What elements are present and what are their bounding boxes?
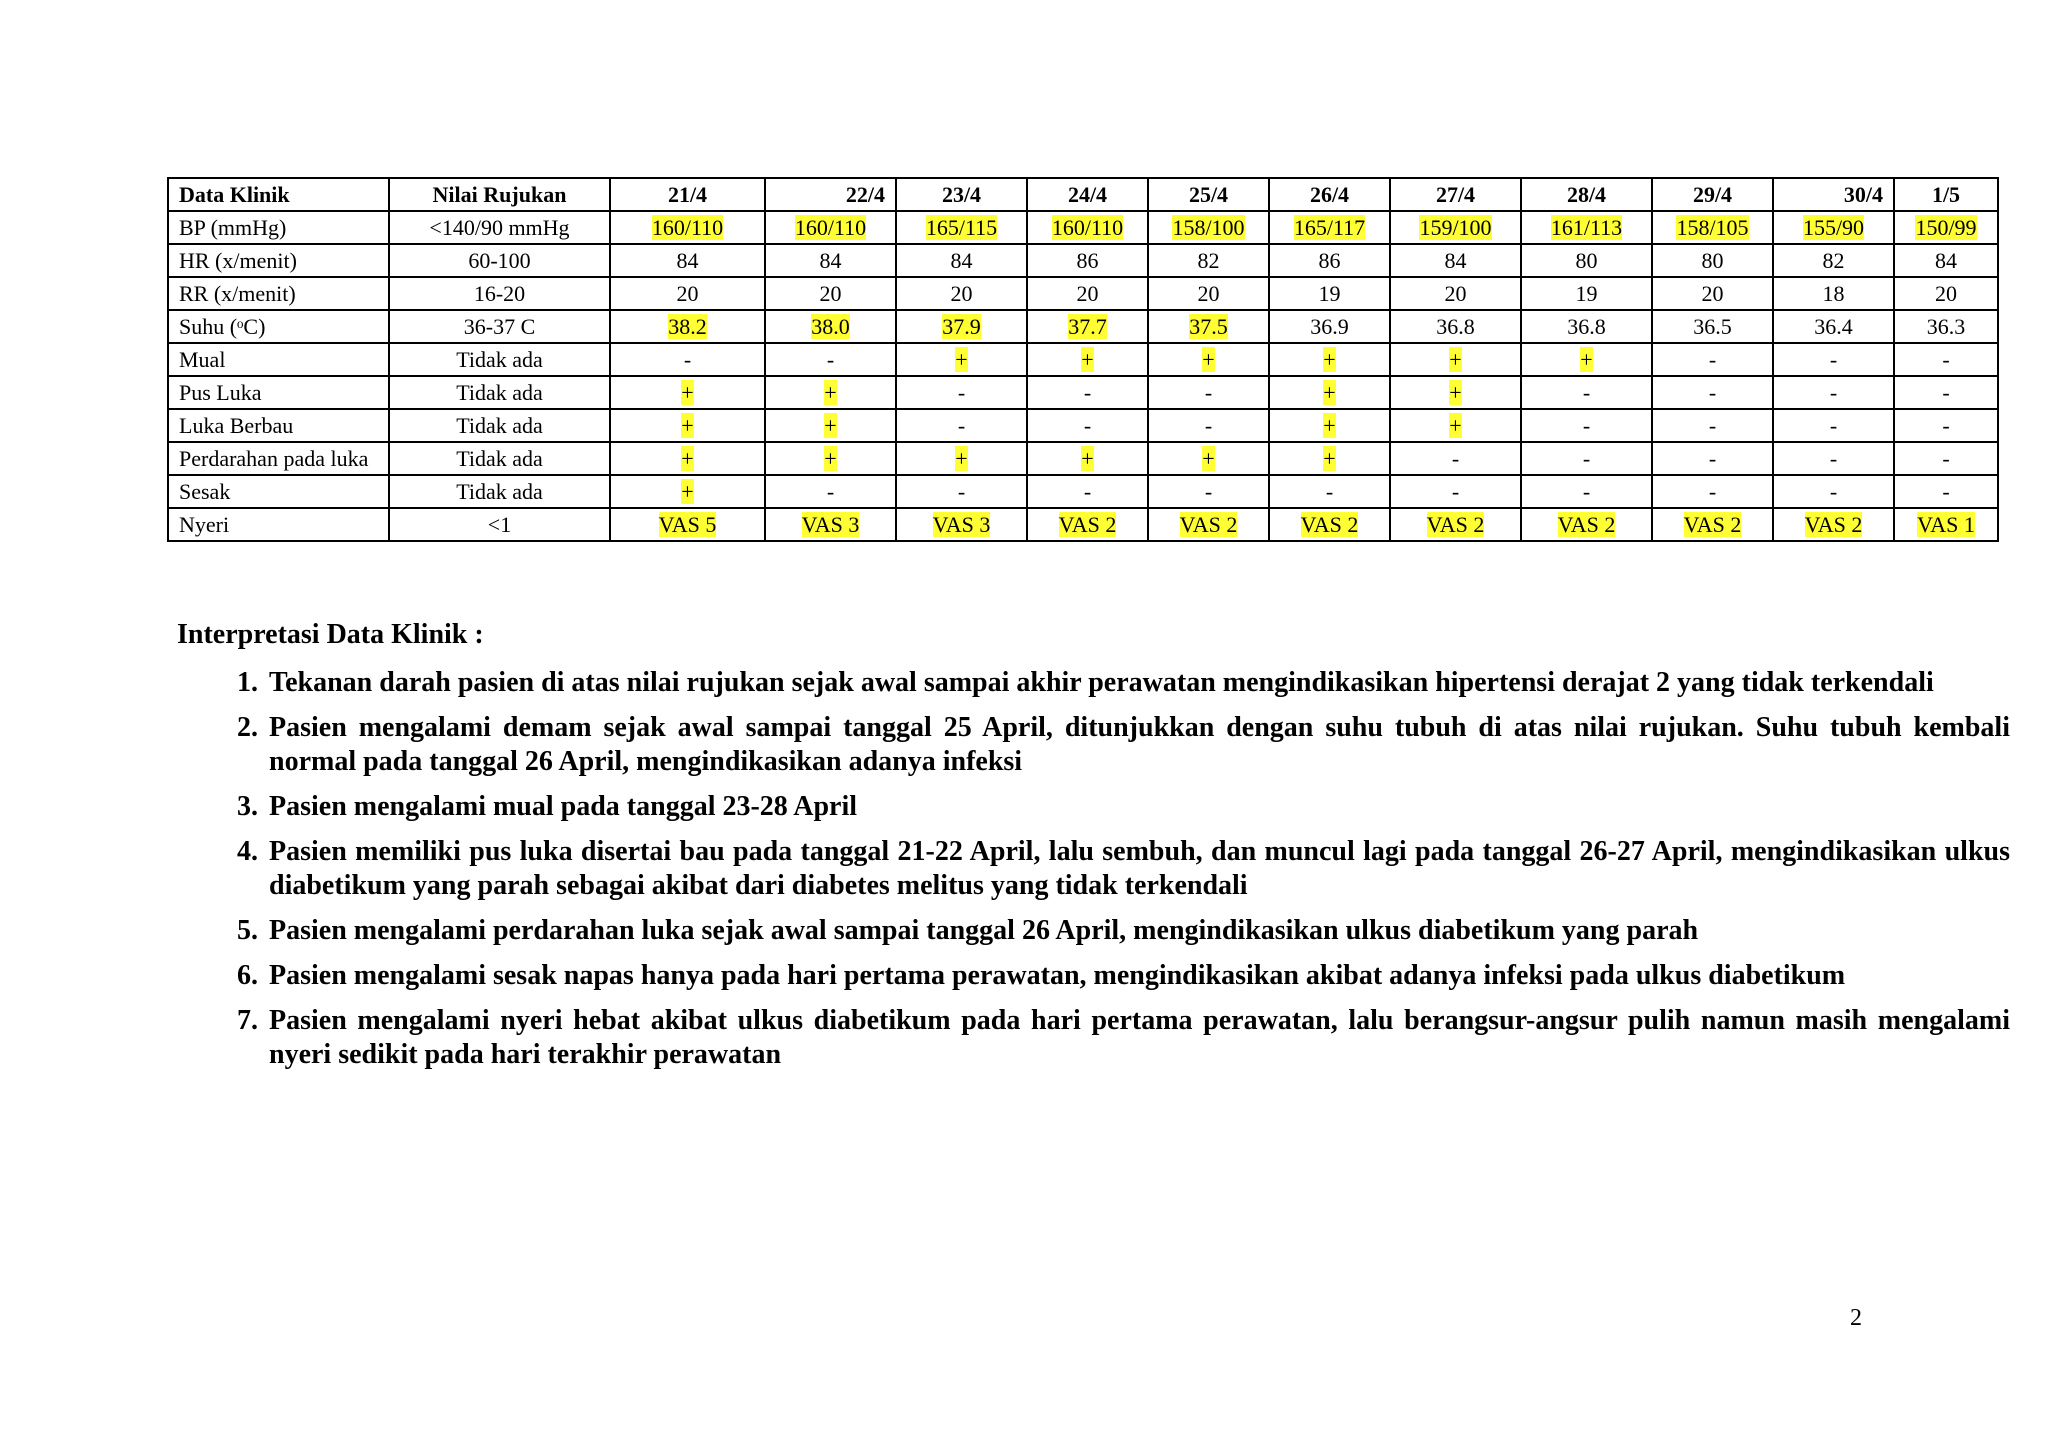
cell-value: -	[1942, 380, 1950, 405]
cell-value: 18	[1822, 281, 1845, 306]
cell-value: +	[955, 446, 968, 471]
table-row	[168, 310, 1998, 343]
table-cell	[896, 244, 1027, 277]
table-row	[168, 442, 1998, 475]
cell-value: 36.4	[1814, 314, 1853, 339]
column-header: 30/4	[1773, 178, 1894, 211]
table-cell	[1027, 376, 1148, 409]
table-cell	[1148, 244, 1269, 277]
reference-value: 36-37 C	[389, 310, 610, 343]
table-cell	[896, 277, 1027, 310]
cell-value: 20	[1076, 281, 1099, 306]
reference-value: Tidak ada	[389, 409, 610, 442]
table-cell	[1390, 277, 1521, 310]
row-label: Luka Berbau	[168, 409, 389, 442]
table-cell	[1390, 442, 1521, 475]
cell-value: 165/117	[1293, 215, 1366, 240]
table-row	[168, 475, 1998, 508]
cell-value: 86	[1318, 248, 1341, 273]
table-cell	[1390, 508, 1521, 541]
interpretation-item: 1. Tekanan darah pasien di atas nilai rujukan sejak awal sampai akhir perawatan mengindikasikan hipertensi derajat 2 yang tidak terkendali	[265, 666, 2010, 700]
table-cell	[896, 211, 1027, 244]
interpretation-list	[177, 666, 2010, 1072]
cell-value: -	[1829, 446, 1838, 471]
cell-value: +	[824, 380, 837, 405]
table-cell	[1652, 475, 1773, 508]
table-cell	[1894, 508, 1998, 541]
column-header: 1/5	[1894, 178, 1998, 211]
cell-value: +	[681, 479, 694, 504]
row-label: HR (x/menit)	[168, 244, 389, 277]
cell-value: 37.5	[1189, 314, 1228, 339]
table-cell	[1390, 211, 1521, 244]
table-cell	[1148, 475, 1269, 508]
cell-value: 37.7	[1068, 314, 1107, 339]
cell-value: +	[1202, 347, 1215, 372]
cell-value: +	[1323, 446, 1336, 471]
cell-value: VAS 2	[1804, 512, 1863, 537]
table-cell	[1269, 508, 1390, 541]
page-number: 2	[1850, 1305, 1862, 1331]
cell-value: 36.9	[1310, 314, 1349, 339]
table-header-row	[168, 178, 1998, 211]
cell-value: -	[1083, 479, 1092, 504]
cell-value: -	[826, 347, 835, 372]
table-cell	[1148, 310, 1269, 343]
table-cell	[1148, 442, 1269, 475]
row-label: Perdarahan pada luka	[168, 442, 389, 475]
cell-value: -	[1708, 380, 1717, 405]
cell-value: +	[1081, 347, 1094, 372]
cell-value: +	[1202, 446, 1215, 471]
cell-value: 36.8	[1567, 314, 1606, 339]
cell-value: 80	[1701, 248, 1724, 273]
table-cell	[1773, 409, 1894, 442]
cell-value: -	[1451, 479, 1460, 504]
cell-value: 36.8	[1436, 314, 1475, 339]
cell-value: 20	[1935, 281, 1957, 306]
cell-value: 160/110	[1051, 215, 1124, 240]
cell-value: VAS 3	[801, 512, 860, 537]
cell-value: 160/110	[794, 215, 867, 240]
cell-value: 80	[1575, 248, 1598, 273]
table-cell	[610, 442, 765, 475]
table-cell	[610, 508, 765, 541]
cell-value: +	[824, 413, 837, 438]
table-cell	[1269, 244, 1390, 277]
row-label: Mual	[168, 343, 389, 376]
reference-value: Tidak ada	[389, 442, 610, 475]
cell-value: 20	[950, 281, 973, 306]
cell-value: 38.0	[811, 314, 850, 339]
cell-value: -	[1942, 413, 1950, 438]
column-header: Data Klinik	[168, 178, 389, 211]
cell-value: 165/115	[925, 215, 998, 240]
cell-value: 84	[1444, 248, 1467, 273]
table-cell	[1894, 211, 1998, 244]
cell-value: -	[1708, 347, 1717, 372]
cell-value: -	[1582, 446, 1591, 471]
cell-value: +	[1580, 347, 1593, 372]
cell-value: +	[1449, 380, 1462, 405]
table-cell	[1652, 343, 1773, 376]
cell-value: -	[1942, 347, 1950, 372]
table-cell	[896, 442, 1027, 475]
cell-value: +	[1323, 347, 1336, 372]
table-cell	[1027, 343, 1148, 376]
table-cell	[1148, 508, 1269, 541]
cell-value: 82	[1822, 248, 1845, 273]
table-cell	[1269, 409, 1390, 442]
column-header: 29/4	[1652, 178, 1773, 211]
table-cell	[1521, 277, 1652, 310]
interpretation-item: 5. Pasien mengalami perdarahan luka sejak awal sampai tanggal 26 April, mengindikasikan ulkus diabetikum yang parah	[265, 914, 2010, 948]
table-cell	[1652, 211, 1773, 244]
interpretation-section	[177, 618, 2010, 1083]
cell-value: 158/100	[1172, 215, 1245, 240]
table-cell	[765, 343, 896, 376]
table-cell	[1027, 277, 1148, 310]
cell-value: +	[1323, 413, 1336, 438]
table-cell	[1652, 508, 1773, 541]
table-cell	[1390, 244, 1521, 277]
table-cell	[1773, 442, 1894, 475]
table-cell	[1269, 211, 1390, 244]
cell-value: -	[826, 479, 835, 504]
table-cell	[610, 244, 765, 277]
cell-value: 20	[819, 281, 842, 306]
cell-value: 20	[676, 281, 699, 306]
table-cell	[1027, 211, 1148, 244]
table-row	[168, 211, 1998, 244]
cell-value: 37.9	[942, 314, 981, 339]
table-cell	[1652, 244, 1773, 277]
table-cell	[1390, 409, 1521, 442]
cell-value: 86	[1076, 248, 1099, 273]
cell-value: VAS 2	[1058, 512, 1117, 537]
cell-value: 82	[1197, 248, 1220, 273]
table-cell	[610, 409, 765, 442]
interpretation-title: Interpretasi Data Klinik :	[177, 619, 484, 650]
table-cell	[1894, 442, 1998, 475]
table-cell	[1652, 442, 1773, 475]
table-cell	[765, 310, 896, 343]
table-cell	[1390, 343, 1521, 376]
table-cell	[896, 508, 1027, 541]
reference-value: <140/90 mmHg	[389, 211, 610, 244]
table-cell	[1894, 277, 1998, 310]
reference-value: 60-100	[389, 244, 610, 277]
column-header: 21/4	[610, 178, 765, 211]
table-cell	[610, 475, 765, 508]
cell-value: +	[824, 446, 837, 471]
table-cell	[1773, 211, 1894, 244]
row-label: BP (mmHg)	[168, 211, 389, 244]
table-cell	[1894, 343, 1998, 376]
cell-value: 36.5	[1693, 314, 1732, 339]
column-header: 23/4	[896, 178, 1027, 211]
cell-value: 159/100	[1419, 215, 1492, 240]
cell-value: +	[1449, 413, 1462, 438]
column-header: 26/4	[1269, 178, 1390, 211]
cell-value: -	[1083, 380, 1092, 405]
table-row	[168, 343, 1998, 376]
table-cell	[765, 376, 896, 409]
table-cell	[1148, 343, 1269, 376]
table-cell	[1521, 310, 1652, 343]
table-cell	[610, 343, 765, 376]
table-cell	[1652, 409, 1773, 442]
cell-value: 84	[676, 248, 699, 273]
cell-value: -	[1708, 413, 1717, 438]
table-cell	[1773, 376, 1894, 409]
cell-value: VAS 2	[1557, 512, 1616, 537]
table-cell	[1148, 277, 1269, 310]
table-row	[168, 508, 1998, 541]
table-cell	[610, 277, 765, 310]
cell-value: -	[1204, 479, 1213, 504]
table-cell	[1027, 508, 1148, 541]
row-label: Suhu (ᵒC)	[168, 310, 389, 343]
cell-value: 19	[1575, 281, 1598, 306]
cell-value: -	[1942, 446, 1950, 471]
table-cell	[1521, 409, 1652, 442]
table-cell	[1773, 310, 1894, 343]
cell-value: -	[957, 413, 966, 438]
table-cell	[765, 409, 896, 442]
table-cell	[1894, 409, 1998, 442]
row-label: Pus Luka	[168, 376, 389, 409]
table-cell	[1269, 343, 1390, 376]
interpretation-item: 3. Pasien mengalami mual pada tanggal 23-28 April	[265, 790, 2010, 824]
table-cell	[896, 310, 1027, 343]
cell-value: -	[683, 347, 692, 372]
table-cell	[1027, 442, 1148, 475]
table-cell	[1894, 310, 1998, 343]
cell-value: -	[957, 479, 966, 504]
table-cell	[1652, 310, 1773, 343]
table-cell	[1027, 475, 1148, 508]
cell-value: VAS 3	[932, 512, 991, 537]
row-label: Nyeri	[168, 508, 389, 541]
interpretation-item: 2. Pasien mengalami demam sejak awal sampai tanggal 25 April, ditunjukkan dengan suhu tubuh di atas nilai rujukan. Suhu tubuh kembali normal pada tanggal 26 April, mengindikasikan adanya infeksi	[265, 711, 2010, 779]
cell-value: -	[1708, 479, 1717, 504]
cell-value: -	[1829, 380, 1838, 405]
row-label: Sesak	[168, 475, 389, 508]
cell-value: VAS 2	[1179, 512, 1238, 537]
cell-value: +	[681, 413, 694, 438]
cell-value: 20	[1444, 281, 1467, 306]
cell-value: 160/110	[651, 215, 724, 240]
column-header: 24/4	[1027, 178, 1148, 211]
cell-value: -	[1942, 479, 1950, 504]
cell-value: 84	[950, 248, 973, 273]
cell-value: 155/90	[1802, 215, 1865, 240]
cell-value: -	[1204, 413, 1213, 438]
cell-value: 161/113	[1550, 215, 1623, 240]
column-header: 25/4	[1148, 178, 1269, 211]
cell-value: -	[1582, 479, 1591, 504]
table-cell	[1773, 244, 1894, 277]
cell-value: 19	[1318, 281, 1341, 306]
table-cell	[1521, 508, 1652, 541]
cell-value: 158/105	[1676, 215, 1749, 240]
table-cell	[765, 508, 896, 541]
table-cell	[765, 211, 896, 244]
cell-value: -	[1829, 413, 1838, 438]
table-cell	[1269, 475, 1390, 508]
table-cell	[765, 442, 896, 475]
table-cell	[1390, 376, 1521, 409]
cell-value: 36.3	[1926, 314, 1966, 339]
table-cell	[1027, 244, 1148, 277]
column-header: Nilai Rujukan	[389, 178, 610, 211]
cell-value: -	[1829, 347, 1838, 372]
cell-value: -	[1325, 479, 1334, 504]
table-cell	[1521, 376, 1652, 409]
table-cell	[1148, 211, 1269, 244]
table-cell	[1521, 211, 1652, 244]
table-cell	[1269, 376, 1390, 409]
reference-value: <1	[389, 508, 610, 541]
interpretation-item: 7. Pasien mengalami nyeri hebat akibat ulkus diabetikum pada hari pertama perawatan, lalu berangsur-angsur pulih namun masih mengalami nyeri sedikit pada hari terakhir perawatan	[265, 1004, 2010, 1072]
cell-value: 84	[1935, 248, 1957, 273]
column-header: 28/4	[1521, 178, 1652, 211]
table-cell	[1269, 277, 1390, 310]
cell-value: 38.2	[668, 314, 707, 339]
cell-value: -	[1582, 413, 1591, 438]
reference-value: 16-20	[389, 277, 610, 310]
cell-value: -	[1708, 446, 1717, 471]
cell-value: VAS 5	[658, 512, 717, 537]
table-cell	[1148, 409, 1269, 442]
table-cell	[1269, 442, 1390, 475]
cell-value: 20	[1197, 281, 1220, 306]
table-cell	[765, 475, 896, 508]
table-cell	[1521, 475, 1652, 508]
reference-value: Tidak ada	[389, 343, 610, 376]
table-cell	[610, 376, 765, 409]
table-cell	[896, 343, 1027, 376]
table-cell	[1027, 310, 1148, 343]
table-row	[168, 409, 1998, 442]
cell-value: -	[1829, 479, 1838, 504]
cell-value: +	[1323, 380, 1336, 405]
table-cell	[1521, 442, 1652, 475]
table-row	[168, 244, 1998, 277]
cell-value: 84	[819, 248, 842, 273]
reference-value: Tidak ada	[389, 376, 610, 409]
reference-value: Tidak ada	[389, 475, 610, 508]
cell-value: VAS 2	[1683, 512, 1742, 537]
cell-value: -	[1451, 446, 1460, 471]
table-cell	[896, 409, 1027, 442]
table-cell	[1894, 244, 1998, 277]
table-cell	[1652, 277, 1773, 310]
table-cell	[896, 475, 1027, 508]
cell-value: -	[1582, 380, 1591, 405]
table-cell	[765, 277, 896, 310]
table-cell	[1390, 310, 1521, 343]
table-cell	[1269, 310, 1390, 343]
table-cell	[1390, 475, 1521, 508]
table-cell	[1773, 343, 1894, 376]
column-header: 27/4	[1390, 178, 1521, 211]
cell-value: VAS 1	[1917, 512, 1975, 537]
table-cell	[896, 376, 1027, 409]
cell-value: -	[957, 380, 966, 405]
interpretation-item: 4. Pasien memiliki pus luka disertai bau pada tanggal 21-22 April, lalu sembuh, dan muncul lagi pada tanggal 26-27 April, mengindikasikan ulkus diabetikum yang parah sebagai akibat dari diabetes melitus yang tidak terkendali	[265, 835, 2010, 903]
cell-value: +	[681, 380, 694, 405]
table-cell	[1773, 508, 1894, 541]
cell-value: 150/99	[1915, 215, 1977, 240]
cell-value: +	[1449, 347, 1462, 372]
table-cell	[1894, 376, 1998, 409]
cell-value: VAS 2	[1300, 512, 1359, 537]
table-cell	[765, 244, 896, 277]
clinical-data-table	[167, 177, 1999, 542]
table-row	[168, 376, 1998, 409]
column-header: 22/4	[765, 178, 896, 211]
table-cell	[610, 310, 765, 343]
cell-value: 20	[1701, 281, 1724, 306]
table-cell	[610, 211, 765, 244]
cell-value: +	[1081, 446, 1094, 471]
table-cell	[1521, 244, 1652, 277]
table-cell	[1521, 343, 1652, 376]
table-cell	[1773, 475, 1894, 508]
cell-value: -	[1204, 380, 1213, 405]
table-cell	[1652, 376, 1773, 409]
table-cell	[1894, 475, 1998, 508]
cell-value: +	[955, 347, 968, 372]
cell-value: -	[1083, 413, 1092, 438]
table-cell	[1148, 376, 1269, 409]
table-cell	[1773, 277, 1894, 310]
interpretation-item: 6. Pasien mengalami sesak napas hanya pada hari pertama perawatan, mengindikasikan akibat adanya infeksi pada ulkus diabetikum	[265, 959, 2010, 993]
row-label: RR (x/menit)	[168, 277, 389, 310]
cell-value: VAS 2	[1426, 512, 1485, 537]
table-cell	[1027, 409, 1148, 442]
table-row	[168, 277, 1998, 310]
cell-value: +	[681, 446, 694, 471]
